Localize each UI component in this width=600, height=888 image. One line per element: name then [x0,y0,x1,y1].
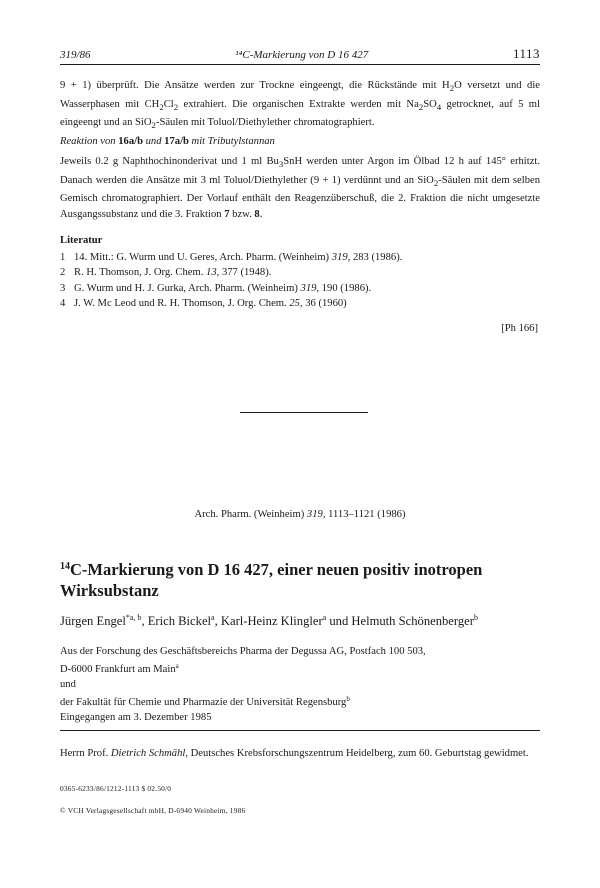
affiliation-line: der Fakultät für Chemie und Pharmazie der Universität Regensburg$^b$ [60,695,350,709]
literature-heading: Literatur [60,235,103,246]
reference-number: 3 [60,282,66,294]
reference-text: J. W. Mc Leod und R. H. Thomson, J. Org. Chem. 25, 36 (1960) [74,298,347,310]
reference-number: 2 [60,267,66,279]
article-citation: Arch. Pharm. (Weinheim) 319, 1113–1121 (1986) [194,509,406,520]
header-rule [60,64,540,65]
experimental-paragraph-2: Jeweils 0.2 g Naphthochinonderivat und 1 ml $Bu_3SnH$ werden unter Argon im Ölbad 12 h auf 145° erhitzt. Danach werden die Ansätze mit 3 ml Toluol/Diethylether (9 + 1) verdünnt und an SiO$_2$-Säulen mit dem selben Gemisch chromatographiert. Der Vorlauf enthält den Reagenzüberschuß, die 2. Fraktion die nicht umgesetzte Ausgangssubstanz und die 3. Fraktion 7 bzw. 8. [60,156,540,220]
dedication-rule [60,730,540,731]
page-number: 1113 [512,46,540,61]
reference-item [60,265,520,280]
article-code-line: 0365-6233/86/1212-1113 $ 02.50/0 [60,784,172,793]
reference-text: R. H. Thomson, J. Org. Chem. 13, 377 (1948). [74,267,272,279]
author-list: Jürgen Engel$^{*a, b}$, Erich Bickel$^a$, Karl-Heinz Klingler$^a$ und Helmuth Schönenberger$^b$ [60,613,478,628]
reference-number: 1 [60,252,66,263]
copyright-line: © VCH Verlagsgesellschaft mbH, D-6940 Weinheim, 1986 [60,806,246,815]
running-title: ¹⁴C-Markierung von D 16 427 [235,49,369,61]
reference-number: 4 [60,298,66,310]
volume-issue: 319/86 [60,49,91,61]
reference-text: 14. Mitt.: G. Wurm und U. Geres, Arch. Pharm. (Weinheim) 319, 283 (1986). [74,252,403,263]
running-head [60,46,540,62]
affiliation-line: D-6000 Frankfurt am Main$^a$ [60,662,179,676]
affiliation-line: Aus der Forschung des Geschäftsbereichs Pharma der Degussa AG, Postfach 100 503, [60,646,426,657]
affiliation-block [60,645,530,725]
article-title: $^{14}$C-Markierung von D 16 427, einer neuen positiv inotropen Wirksubstanz [60,560,483,600]
reference-text: G. Wurm und H. J. Gurka, Arch. Pharm. (Weinheim) 319, 190 (1986). [74,282,372,294]
experimental-subheading: Reaktion von 16a/b und 17a/b mit Tributylstannan [60,136,275,147]
manuscript-code: [Ph 166] [501,323,538,334]
reference-item [60,296,520,311]
dedication: Herrn Prof. Dietrich Schmähl, Deutsches Krebsforschungszentrum Heidelberg, zum 60. Geburtstag gewidmet. [60,748,529,759]
affiliation-line: und [60,678,76,690]
reference-item [60,250,520,265]
experimental-paragraph-1: 9 + 1) überprüft. Die Ansätze werden zur Trockne eingeengt, die Rückstände mit $H_2O$ versetzt und die Wasserphasen mit $CH_2Cl_2$ extrahiert. Die organischen Extrakte werden mit $Na_2SO_4$ getrocknet, auf 5 ml eingeengt und an SiO$_2$-Säulen mit Toluol/Diethylether chromatographiert. [60,80,541,131]
affiliation-line: Eingegangen am 3. Dezember 1985 [60,711,212,723]
reference-list [60,250,520,312]
section-separator [240,412,368,413]
reference-item [60,281,520,296]
